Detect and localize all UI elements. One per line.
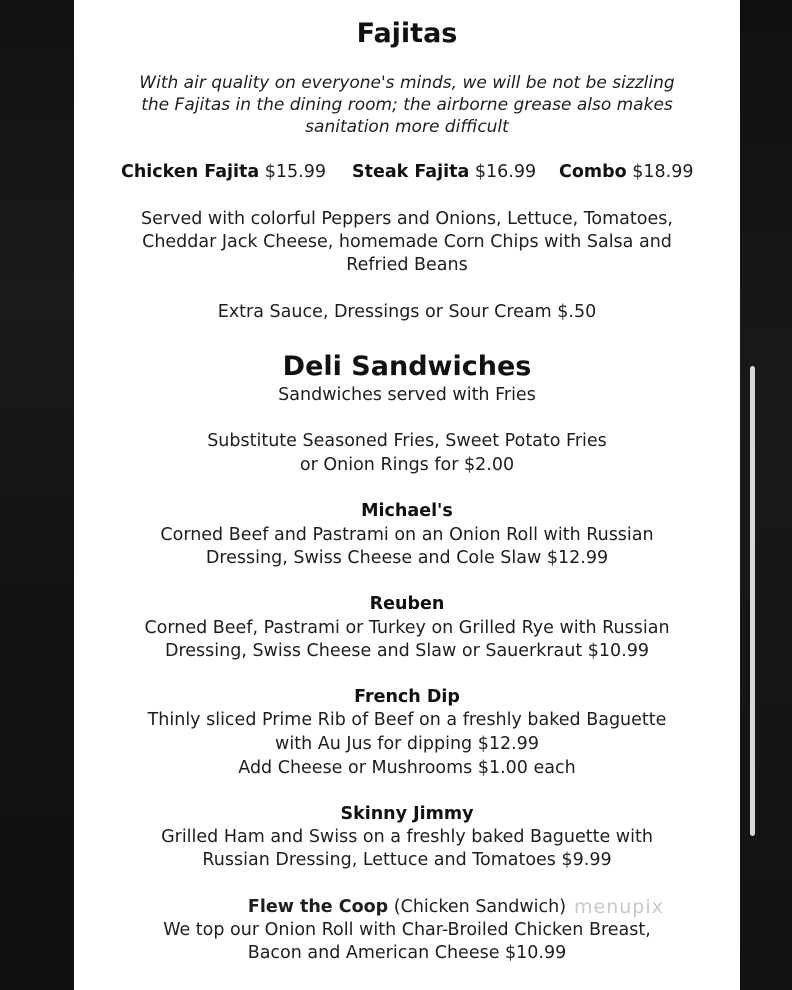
sandwich-desc-line: Thinly sliced Prime Rib of Beef on a freshly baked Baguette — [147, 710, 667, 730]
fajita-option-steak — [352, 161, 536, 184]
fajita-option-price: $15.99 — [264, 162, 326, 182]
sandwich-desc-line: Corned Beef, Pastrami or Turkey on Grilled Rye with Russian — [144, 618, 670, 638]
fajitas-note-line-1: With air quality on everyone's minds, we will be not be sizzling — [139, 73, 675, 93]
fajita-option-name: Steak Fajita — [352, 162, 470, 182]
fajitas-note-line-3: sanitation more difficult — [305, 117, 509, 137]
fajita-option-name: Combo — [559, 162, 627, 182]
sandwich-name: Flew the Coop — [247, 897, 389, 917]
deli-substitute-line-1: Substitute Seasoned Fries, Sweet Potato Fries — [207, 431, 607, 451]
sandwich-desc-line: Add Cheese or Mushrooms $1.00 each — [238, 758, 576, 778]
sandwich-desc-line: Corned Beef and Pastrami on an Onion Roll with Russian — [160, 525, 654, 545]
sandwich-name: Reuben — [369, 594, 445, 614]
deli-substitute-line-2: or Onion Rings for $2.00 — [299, 455, 515, 475]
sandwich-desc-line: Grilled Ham and Swiss on a freshly baked Baguette with — [161, 827, 653, 847]
background-right — [740, 0, 792, 990]
sandwich-desc-line: with Au Jus for dipping $12.99 — [275, 734, 539, 754]
sandwich-desc-line: Dressing, Swiss Cheese and Cole Slaw $12.99 — [205, 548, 609, 568]
background-left — [0, 0, 74, 990]
fajita-option-combo — [559, 161, 693, 184]
fajita-option-price: $16.99 — [474, 162, 537, 182]
fajita-option-chicken — [121, 161, 326, 184]
scrollbar-thumb[interactable] — [750, 366, 755, 836]
menu-page — [74, 0, 740, 990]
sandwich-name: Skinny Jimmy — [340, 804, 474, 824]
sandwich-desc-line: We top our Onion Roll with Char-Broiled Chicken Breast, — [163, 920, 651, 940]
section-title-fajitas: Fajitas — [356, 18, 458, 49]
sandwich-desc-line: Dressing, Swiss Cheese and Slaw or Sauerkraut $10.99 — [164, 641, 650, 661]
fajitas-extra: Extra Sauce, Dressings or Sour Cream $.50 — [217, 302, 597, 322]
fajitas-served-line-3: Refried Beans — [346, 255, 468, 275]
sandwich-name: French Dip — [354, 687, 460, 707]
sandwich-desc-line: Bacon and American Cheese $10.99 — [247, 943, 567, 963]
section-title-deli: Deli Sandwiches — [282, 351, 532, 382]
fajitas-served-line-2: Cheddar Jack Cheese, homemade Corn Chips with Salsa and — [142, 232, 672, 252]
watermark: menupix — [574, 896, 664, 918]
fajitas-served-line-1: Served with colorful Peppers and Onions, Lettuce, Tomatoes, — [141, 209, 673, 229]
sandwich-name: Michael's — [361, 501, 453, 521]
sandwich-desc-line: Russian Dressing, Lettuce and Tomatoes $9.99 — [202, 850, 612, 870]
deli-subtitle: Sandwiches served with Fries — [278, 385, 536, 405]
fajita-option-price: $18.99 — [632, 162, 694, 182]
fajitas-note-line-2: the Fajitas in the dining room; the airborne grease also makes — [141, 95, 673, 115]
fajita-option-name: Chicken Fajita — [121, 162, 260, 182]
sandwich-name-suffix: (Chicken Sandwich) — [388, 897, 567, 917]
